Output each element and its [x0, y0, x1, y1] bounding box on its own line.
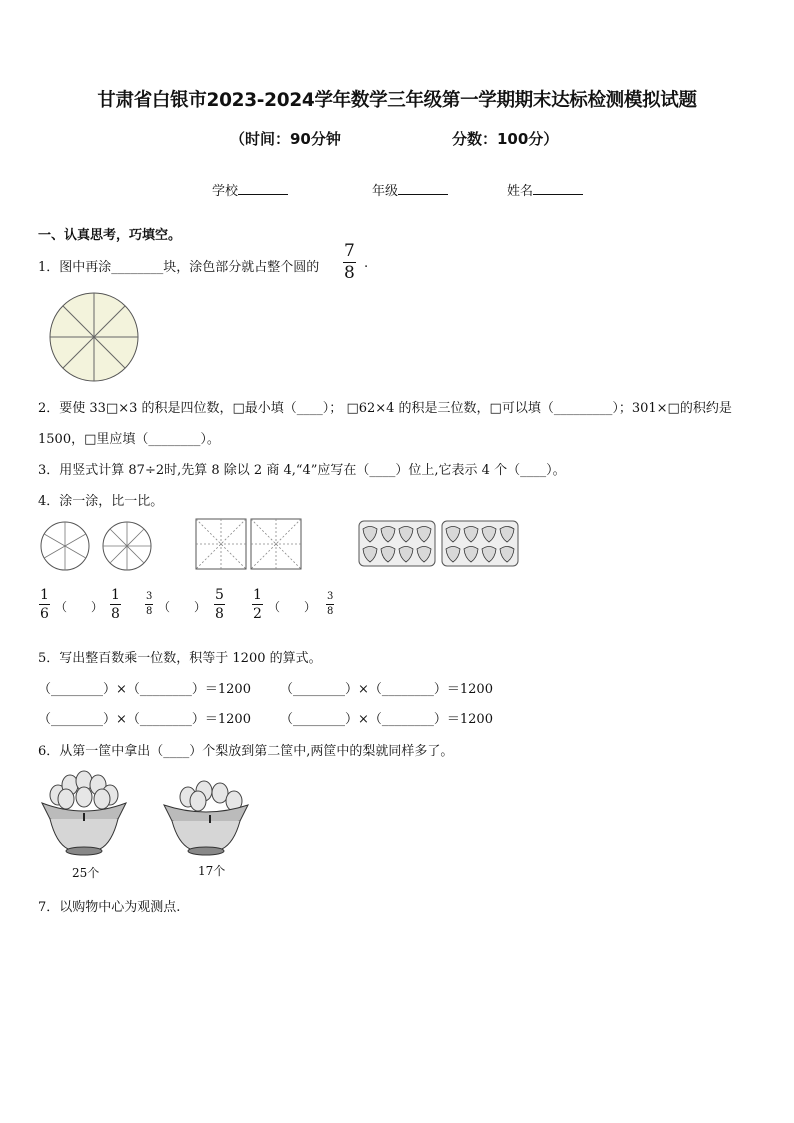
compare-3-paren[interactable]: （ ）: [268, 600, 317, 614]
squares-eighths: [195, 518, 303, 570]
compare-1-left: $\frac{1}{6}$: [40, 587, 49, 622]
name-field: [507, 180, 583, 199]
question-4: 4．涂一涂，比一比。: [38, 494, 164, 509]
pear-basket-1: [38, 765, 130, 860]
strawberry-trays: [358, 520, 520, 568]
school-label: 学校: [212, 184, 239, 199]
section-heading: 一、认真思考，巧填空。: [38, 228, 182, 243]
question-1: 1．图中再涂________块，涂色部分就占整个圆的: [38, 260, 320, 275]
circles-sixths-eighths: [40, 520, 152, 572]
compare-2-paren[interactable]: （ ）: [158, 600, 207, 614]
exam-time: （时间：90分钟: [230, 130, 341, 148]
grade-field: [372, 180, 448, 199]
q5-equation-2[interactable]: （________）×（________）＝1200: [280, 682, 493, 697]
q5-equation-1[interactable]: （________）×（________）＝1200: [38, 682, 251, 697]
compare-2-right: $\frac{5}{8}$: [215, 587, 224, 622]
basket-2-count: 17个: [198, 864, 226, 878]
basket-1-count: 25个: [72, 866, 100, 880]
q1-fraction-den: 8: [344, 263, 355, 283]
question-7: 7．以购物中心为观测点.: [38, 900, 181, 915]
question-5: 5．写出整百数乘一位数，积等于 1200 的算式。: [38, 651, 322, 666]
school-field: [212, 180, 288, 199]
question-3: 3．用竖式计算 87÷2时,先算 8 除以 2 商 4,“4”应写在（____）位上,它表示 4 个（____）。: [38, 463, 566, 478]
name-label: 姓名: [507, 184, 534, 199]
question-6: 6．从第一筐中拿出（____）个梨放到第二筐中,两筐中的梨就同样多了。: [38, 744, 454, 759]
name-blank[interactable]: [533, 182, 583, 195]
eight-part-circle: [48, 291, 140, 383]
pear-basket-2: [160, 775, 252, 860]
q5-equation-3[interactable]: （________）×（________）＝1200: [38, 712, 251, 727]
compare-3-left: $\frac{1}{2}$: [253, 587, 262, 622]
q1-fraction-num: 7: [344, 241, 355, 261]
school-blank[interactable]: [238, 182, 288, 195]
question-2-line-1: 2．要使 33□×3 的积是四位数，□最小填（____）； □62×4 的积是三位数，□可以填（_________）；301×□的积约是: [38, 401, 732, 416]
grade-label: 年级: [372, 184, 399, 199]
grade-blank[interactable]: [398, 182, 448, 195]
q5-equation-4[interactable]: （________）×（________）＝1200: [280, 712, 493, 727]
compare-2-left: $\frac{3}{8}$: [146, 591, 153, 617]
compare-3-right: $\frac{3}{8}$: [327, 591, 334, 617]
q1-end: .: [364, 256, 369, 271]
question-2-line-2: 1500，□里应填（________）。: [38, 432, 220, 447]
page-title: 甘肃省白银市2023-2024学年数学三年级第一学期期末达标检测模拟试题: [97, 90, 697, 111]
compare-1-paren[interactable]: （ ）: [55, 600, 104, 614]
q1-fraction: [343, 243, 356, 282]
compare-1-right: $\frac{1}{8}$: [111, 587, 120, 622]
exam-score: 分数：100分）: [452, 130, 559, 148]
